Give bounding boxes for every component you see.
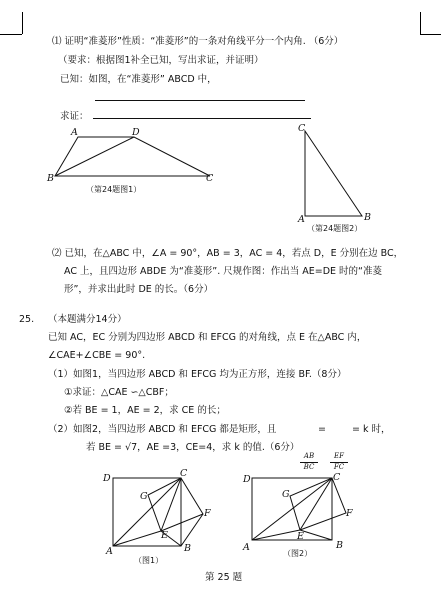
fig25-1-label-B: B [184,543,191,554]
fig25-2-label-D: D [243,474,251,485]
fig25-2-label-G: G [282,489,290,500]
fig24-1-label-C: C [206,173,214,184]
q25-sub2-line2: 若 BE = √7，AE =3，CE=4，求 k 的值.（6分） [86,442,300,453]
fig25-2-label-B: B [336,540,343,551]
q24-prove-label: 求证： [60,111,89,122]
q25-sub2-eq1: = [318,424,326,435]
frac1-numerator: AB [303,452,315,460]
q25-number: 25. [19,314,35,325]
q24-part2-line3: 形”，并求出此时 DE 的长。（6分） [64,284,214,295]
fig25-1-label-A: A [106,546,113,557]
footer-question-number: 第 25 题 [205,572,243,583]
fig25-2-label-F: F [346,508,353,519]
fig25-2-label-E: E [297,531,304,542]
fig24-1-label-D: D [132,127,140,138]
fig25-1-label-G: G [140,491,148,502]
fig25-2-caption: （图2） [283,549,313,558]
fig25-2-label-A: A [243,542,250,553]
diagonal-AC [252,478,332,540]
fig25-1-label-E: E [161,530,168,541]
frac1-denominator: BC [303,463,315,471]
frac2-denominator: FC [333,463,345,471]
q24-part2-line2: AC 上，且四边形 ABDE 为“准菱形”. 尺规作图：作出当 AE=DE 时的“准菱 [64,266,382,277]
q24-part2-line1: ⑵ 已知，在△ABC 中，∠A = 90°，AB = 3，AC = 4，若点 D，E 分别在边 BC， [52,248,404,259]
fig24-1-caption: （第24题图1） [86,185,142,194]
q24-requirement: （要求：根据图1补全已知，写出求证，并证明） [58,55,264,66]
fig25-1-label-D: D [103,473,111,484]
fig24-2-label-C: C [298,123,306,134]
q25-header: （本题满分14分） [48,314,127,325]
q24-part1: ⑴ 证明“准菱形”性质：“准菱形”的一条对角线平分一个内角. （6分） [52,36,344,47]
fig25-1-label-F: F [204,508,211,519]
q25-line2: ∠CAE+∠CBE = 90°. [48,350,146,361]
q25-sub1-i: ①求证：△CAE ∽△CBF； [64,387,174,398]
diagonal-EC [300,478,332,530]
q24-given: 已知：如图，在“准菱形” ABCD 中， [60,74,217,85]
fig25-1-label-C: C [180,468,188,479]
q25-sub2-line1: （2）如图2，当四边形 ABCD 和 EFCG 都是矩形，且 [48,424,277,435]
fig24-2-caption: （第24题图2） [307,224,363,233]
fig24-1-label-A: A [71,127,78,138]
fig25-2-label-C: C [333,472,341,483]
fig25-1-caption: （图1） [134,556,164,565]
q25-line1: 已知 AC，EC 分别为四边形 ABCD 和 EFCG 的对角线，点 E 在△ABC 内， [48,332,367,343]
frac2-numerator: EF [334,452,344,460]
fig24-1-label-B: B [47,173,54,184]
segment-BE [300,530,332,540]
q25-sub1-ii: ②若 BE = 1，AE = 2，求 CE 的长； [64,405,226,416]
fig24-2-label-B: B [364,212,371,223]
q25-sub1: （1）如图1，当四边形 ABCD 和 EFCG 均为正方形，连接 BF.（8分） [48,369,347,380]
fig24-2-label-A: A [298,214,305,225]
q25-sub2-eq2: = k 时， [352,424,391,435]
